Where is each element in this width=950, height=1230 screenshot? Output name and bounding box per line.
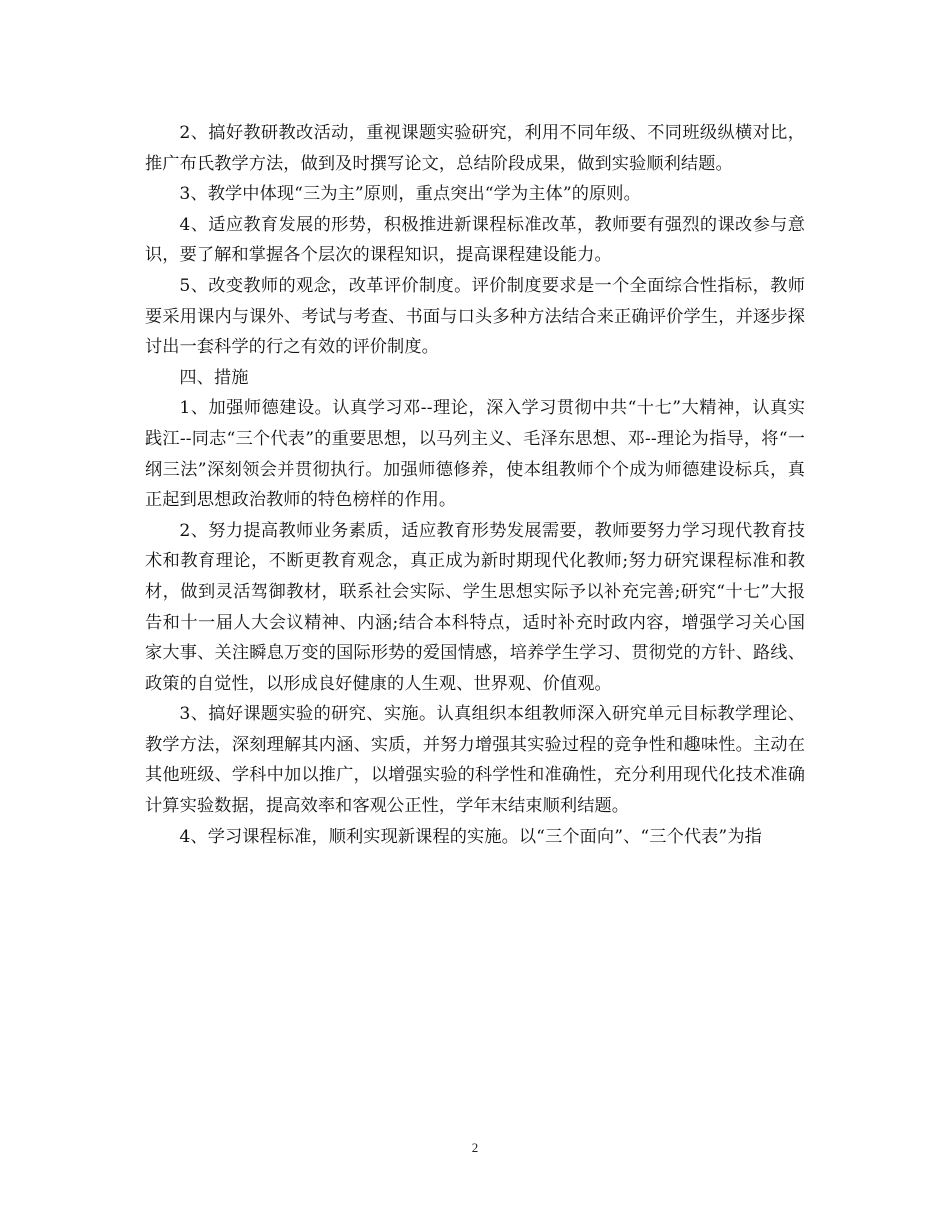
page-number: 2 xyxy=(471,1140,479,1155)
paragraph-item-4-curriculum-reform: 4、适应教育发展的形势，积极推进新课程标准改革，教师要有强烈的课改参与意识，要了解和掌握各个层次的课程知识，提高课程建设能力。 xyxy=(145,214,805,266)
document-body xyxy=(145,118,805,852)
measure-1-ethics: 1、加强师德建设。认真学习邓--理论，深入学习贯彻中共“十七”大精神，认真实践江--同志“三个代表”的重要思想，以马列主义、毛泽东思想、邓--理论为指导，将“一纲三法”深刻领会并贯彻执行。加强师德修养，使本组教师个个成为师德建设标兵，真正起到思想政治教师的特色榜样的作用。 xyxy=(145,398,805,511)
paragraph-item-5-evaluation: 5、改变教师的观念，改革评价制度。评价制度要求是一个全面综合性指标，教师要采用课内与课外、考试与考查、书面与口头多种方法结合来正确评价学生，并逐步探讨出一套科学的行之有效的评价制度。 xyxy=(145,275,805,358)
measure-3-experiment: 3、搞好课题实验的研究、实施。认真组织本组教师深入研究单元目标教学理论、教学方法，深刻理解其内涵、实质，并努力增强其实验过程的竞争性和趣味性。主动在其他班级、学科中加以推广，以增强实验的科学性和准确性，充分利用现代化技术准确计算实验数据，提高效率和客观公正性，学年末结束顺利结题。 xyxy=(145,704,805,817)
measure-2-teacher-quality: 2、努力提高教师业务素质，适应教育形势发展需要，教师要努力学习现代教育技术和教育理论，不断更教育观念，真正成为新时期现代化教师;努力研究课程标准和教材，做到灵活驾御教材，联系社会实际、学生思想实际予以补充完善;研究“十七”大报告和十一届人大会议精神、内涵;结合本科特点，适时补充时政内容，增强学习关心国家大事、关注瞬息万变的国际形势的爱国情感，培养学生学习、贯彻党的方针、路线、政策的自觉性，以形成良好健康的人生观、世界观、价值观。 xyxy=(145,520,805,694)
section-heading-measures: 四、措施 xyxy=(179,367,249,388)
paragraph-item-3-principle: 3、教学中体现“三为主”原则，重点突出“学为主体”的原则。 xyxy=(179,184,641,205)
measure-4-curriculum-standard: 4、学习课程标准，顺利实现新课程的实施。以“三个面向”、“三个代表”为指 xyxy=(179,826,762,847)
paragraph-item-2-research: 2、搞好教研教改活动，重视课题实验研究，利用不同年级、不同班级纵横对比，推广布氏教学方法，做到及时撰写论文，总结阶段成果，做到实验顺利结题。 xyxy=(145,123,805,174)
